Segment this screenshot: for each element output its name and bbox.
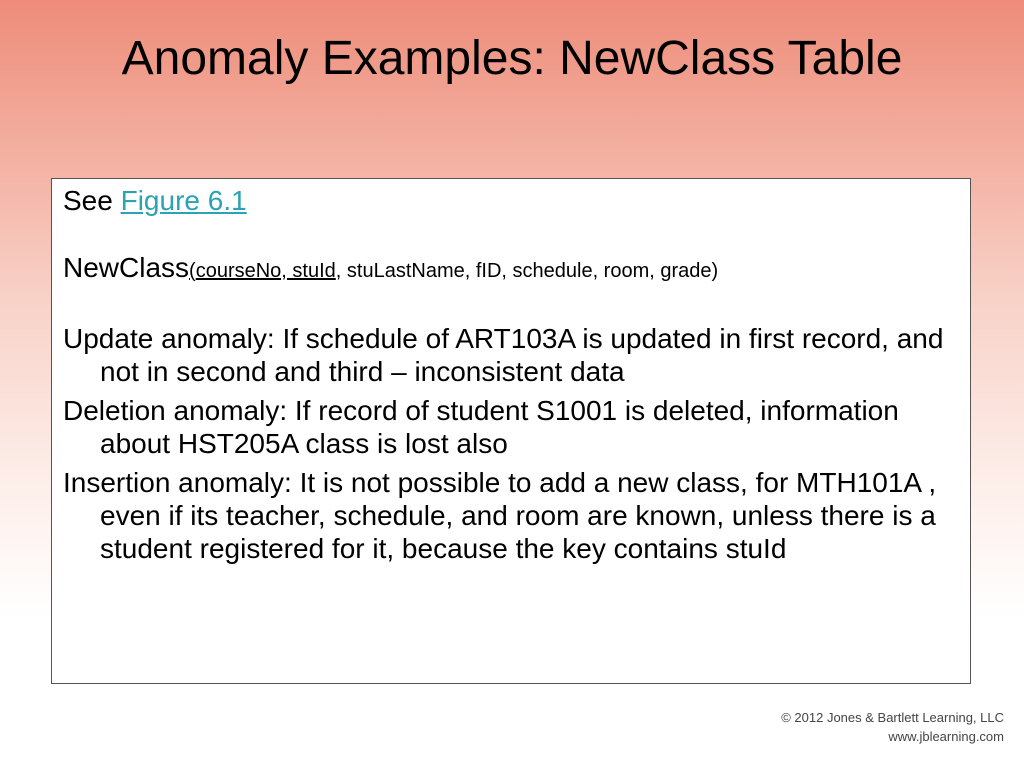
- insertion-anomaly-text: Insertion anomaly: It is not possible to add a new class, for MTH101A , even if its teacher, schedule, and room are known, unless there is a student registered for it, because the key contains stuId: [63, 467, 937, 564]
- schema-open-paren: (: [189, 260, 196, 282]
- see-figure-line: [63, 184, 960, 217]
- update-anomaly-text: Update anomaly: If schedule of ART103A is updated in first record, and not in second and third – inconsistent data: [63, 323, 944, 387]
- schema-other-attributes: , stuLastName, fID, schedule, room, grade): [335, 260, 719, 282]
- website-text: www.jblearning.com: [888, 729, 1004, 744]
- schema-line: [63, 251, 960, 288]
- content-box: [51, 178, 971, 684]
- deletion-anomaly-text: Deletion anomaly: If record of student S1001 is deleted, information about HST205A class is lost also: [63, 395, 899, 459]
- figure-link[interactable]: Figure 6.1: [120, 185, 247, 216]
- see-prefix: See: [63, 185, 121, 216]
- copyright-notice: [781, 708, 1004, 746]
- copyright-text: © 2012 Jones & Bartlett Learning, LLC: [781, 710, 1004, 725]
- slide-title: Anomaly Examples: NewClass Table: [121, 32, 903, 85]
- schema-name: NewClass: [63, 252, 190, 283]
- schema-key-attributes: courseNo, stuId: [195, 260, 336, 282]
